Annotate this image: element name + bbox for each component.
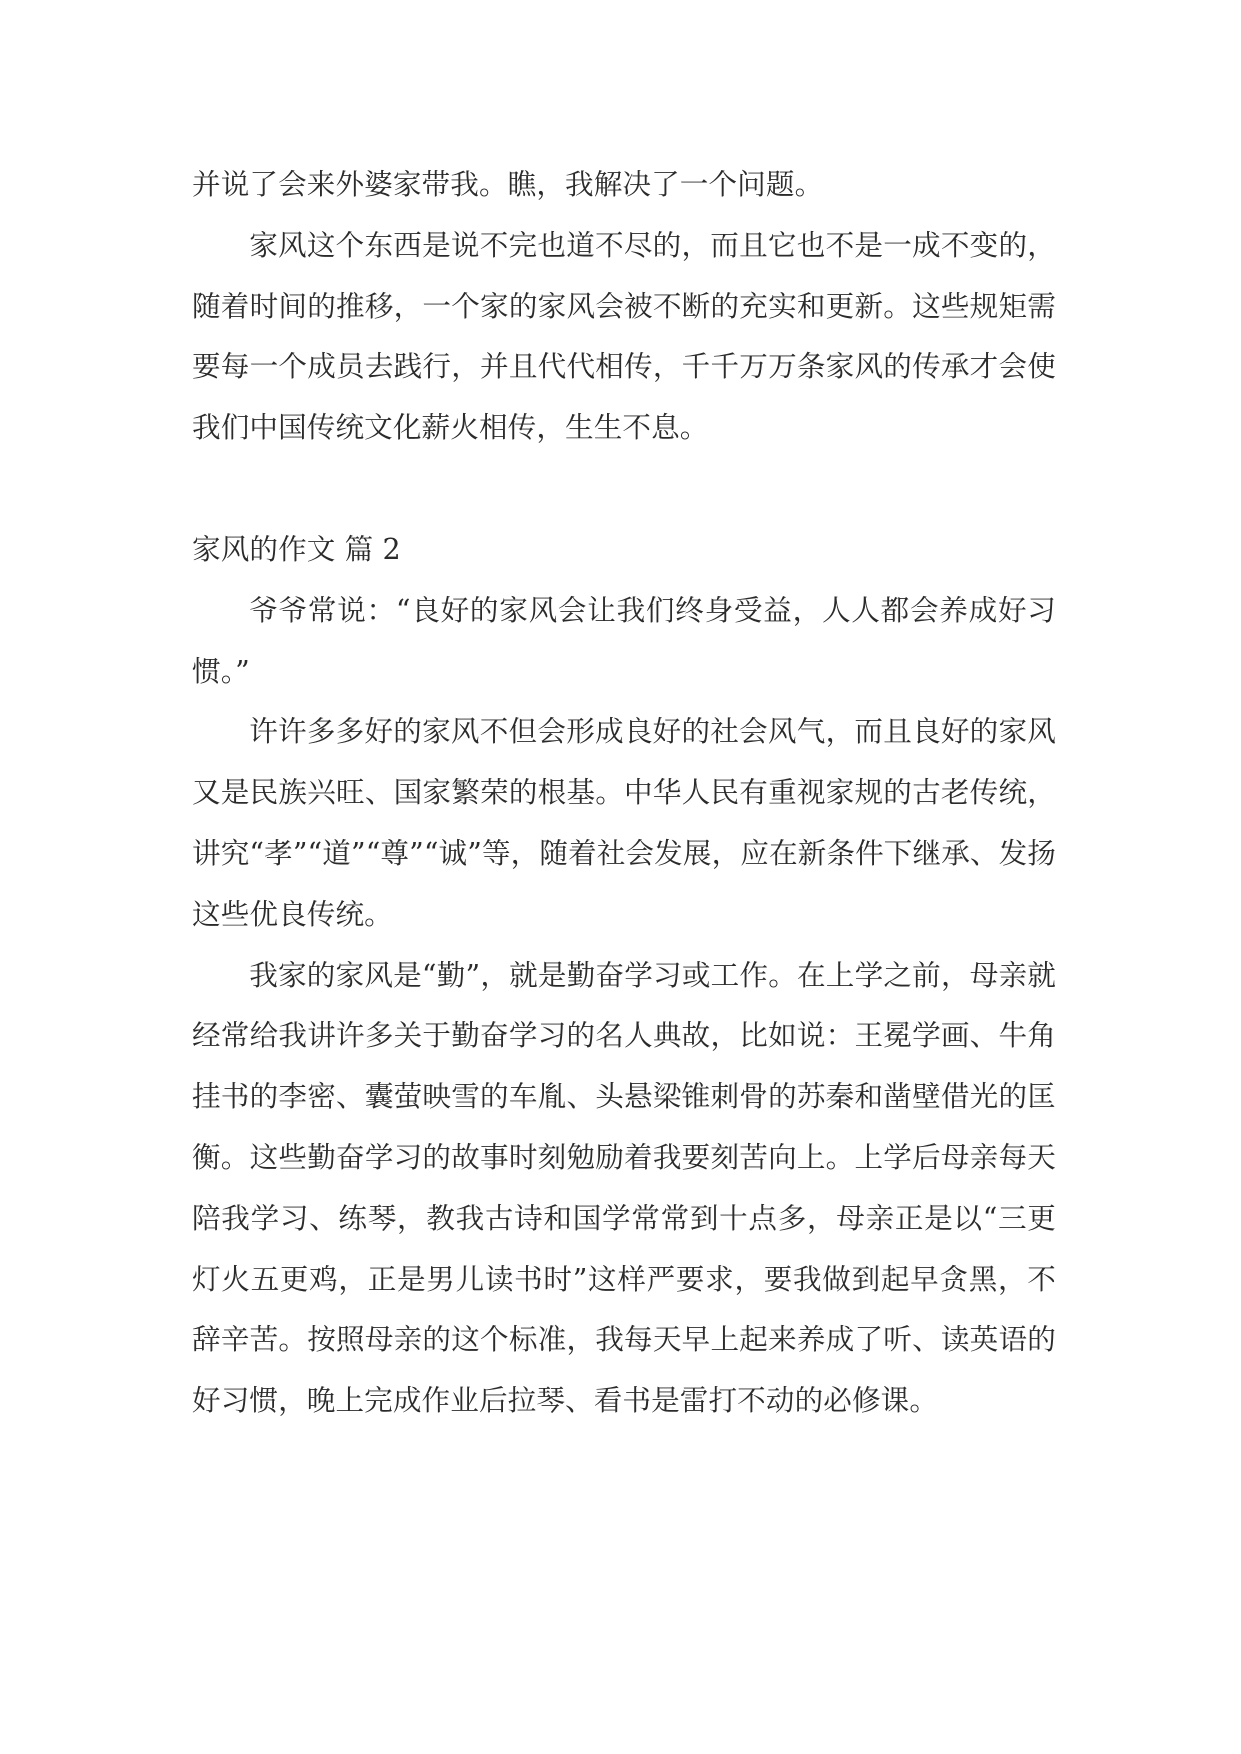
section-spacer (192, 458, 1056, 519)
section-title: 家风的作文 篇 2 (192, 531, 401, 566)
document-body (192, 154, 1056, 1431)
paragraph-family-tradition-summary: 家风这个东西是说不完也道不尽的，而且它也不是一成不变的，随着时间的推移，一个家的家风会被不断的充实和更新。这些规矩需要每一个成员去践行，并且代代相传，千千万万条家风的传承才会使我们中国传统文化薪火相传，生生不息。 (192, 227, 1056, 445)
paragraph-continued: 并说了会来外婆家带我。瞧，我解决了一个问题。 (192, 167, 824, 201)
paragraph-grandfather-quote: 爷爷常说：“良好的家风会让我们终身受益，人人都会养成好习惯。” (192, 592, 1056, 688)
paragraph-social-customs: 许许多多好的家风不但会形成良好的社会风气，而且良好的家风又是民族兴旺、国家繁荣的根基。中华人民有重视家规的古老传统，讲究“孝”“道”“尊”“诚”等，随着社会发展，应在新条件下继承、发扬这些优良传统。 (192, 714, 1056, 931)
paragraph-diligence: 我家的家风是“勤”，就是勤奋学习或工作。在上学之前，母亲就经常给我讲许多关于勤奋学习的名人典故，比如说：王冕学画、牛角挂书的李密、囊萤映雪的车胤、头悬梁锥刺骨的苏秦和凿壁借光的匡衡。这些勤奋学习的故事时刻勉励着我要刻苦向上。上学后母亲每天陪我学习、练琴，教我古诗和国学常常到十点多，母亲正是以“三更灯火五更鸡，正是男儿读书时”这样严要求，要我做到起早贪黑，不辞辛苦。按照母亲的这个标准，我每天早上起来养成了听、读英语的好习惯，晚上完成作业后拉琴、看书是雷打不动的必修课。 (192, 957, 1056, 1418)
